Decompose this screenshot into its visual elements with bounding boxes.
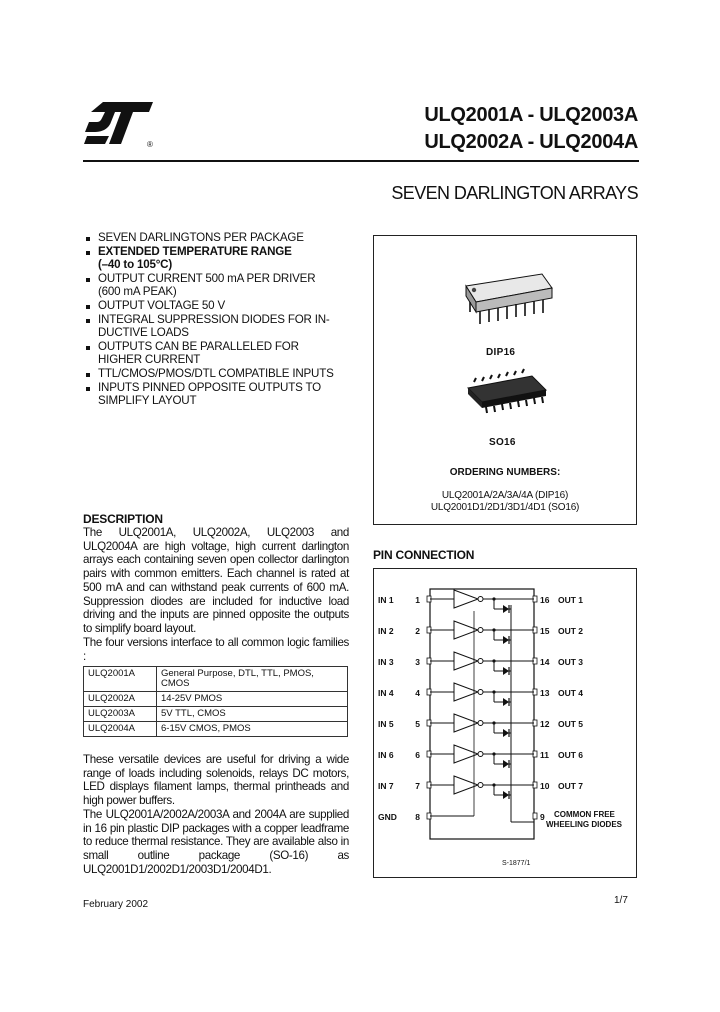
pin-number: 1 bbox=[415, 595, 420, 605]
st-logo bbox=[83, 100, 155, 148]
inverter-bubble bbox=[478, 659, 483, 664]
table-row bbox=[84, 722, 348, 737]
versions-table bbox=[83, 666, 348, 737]
pin-number: 13 bbox=[540, 688, 550, 698]
feature-item: OUTPUTS CAN BE PARALLELED FOR HIGHER CURRENT bbox=[86, 340, 350, 367]
pin-connection-diagram bbox=[374, 569, 636, 877]
table-cell: ULQ2002A bbox=[84, 692, 157, 707]
dip16-package-image bbox=[458, 266, 558, 336]
table-cell: ULQ2004A bbox=[84, 722, 157, 737]
description-paragraph: These versatile devices are useful for driving a wide range of loads including solenoids, relays DC motors, LED displays filament lamps, thermal printheads and high power buffers. bbox=[83, 753, 349, 808]
footer-date: February 2002 bbox=[83, 899, 149, 910]
diode-symbol bbox=[503, 791, 509, 799]
pin-label: IN 2 bbox=[378, 626, 394, 636]
description-title: DESCRIPTION bbox=[83, 512, 163, 526]
table-cell: ULQ2001A bbox=[84, 667, 157, 692]
pin-number: 14 bbox=[540, 657, 550, 667]
description-paragraph: The ULQ2001A/2002A/2003A and 2004A are supplied in 16 pin plastic DIP packages with a copper leadframe to reduce thermal resistance. They are available also in small outline package (SO-16) as ULQ2001D1/2002D1/2003D1/2004D1. bbox=[83, 808, 349, 876]
pin-label: OUT 2 bbox=[558, 626, 584, 636]
pin-label: OUT 5 bbox=[558, 719, 584, 729]
feature-item: SEVEN DARLINGTONS PER PACKAGE bbox=[86, 231, 350, 245]
diode-symbol bbox=[503, 760, 509, 768]
document-subtitle: SEVEN DARLINGTON ARRAYS bbox=[391, 183, 638, 203]
pin-label: IN 4 bbox=[378, 688, 394, 698]
page-number: 1/7 bbox=[614, 895, 628, 906]
junction-dot bbox=[492, 783, 495, 786]
table-row bbox=[84, 707, 348, 722]
inverter-bubble bbox=[478, 628, 483, 633]
ordering-number-item: ULQ2001A/2A/3A/4A (DIP16) bbox=[441, 490, 569, 501]
pin-number: 4 bbox=[415, 688, 420, 698]
ordering-numbers-title: ORDERING NUMBERS: bbox=[449, 467, 561, 478]
inverter-bubble bbox=[478, 783, 483, 788]
pin-label: IN 5 bbox=[378, 719, 394, 729]
diode-symbol bbox=[503, 698, 509, 706]
diode-symbol bbox=[503, 605, 509, 613]
feature-item: INPUTS PINNED OPPOSITE OUTPUTS TO SIMPLIFY LAYOUT bbox=[86, 381, 350, 408]
junction-dot bbox=[492, 752, 495, 755]
table-cell: ULQ2003A bbox=[84, 707, 157, 722]
features-list bbox=[86, 231, 350, 408]
buffer-symbol bbox=[454, 590, 478, 608]
registered-mark: ® bbox=[147, 140, 153, 149]
table-cell: 5V TTL, CMOS bbox=[157, 707, 348, 722]
junction-dot bbox=[492, 721, 495, 724]
pin-number: 6 bbox=[415, 750, 420, 760]
junction-dot bbox=[492, 659, 495, 662]
feature-item: TTL/CMOS/PMOS/DTL COMPATIBLE INPUTS bbox=[86, 367, 350, 381]
pin-number: 5 bbox=[415, 719, 420, 729]
pin-label: IN 1 bbox=[378, 595, 394, 605]
pin-connection-box bbox=[373, 568, 637, 878]
pin-number: 2 bbox=[415, 626, 420, 636]
header-rule bbox=[83, 160, 639, 162]
pin-label: OUT 4 bbox=[558, 688, 584, 698]
pin-label: OUT 1 bbox=[558, 595, 584, 605]
inverter-bubble bbox=[478, 597, 483, 602]
pin-number: 12 bbox=[540, 719, 550, 729]
so16-package-image bbox=[462, 366, 552, 426]
diode-symbol bbox=[503, 636, 509, 644]
diode-symbol bbox=[503, 729, 509, 737]
pin-label: IN 7 bbox=[378, 781, 394, 791]
pin-number: 7 bbox=[415, 781, 420, 791]
feature-item: EXTENDED TEMPERATURE RANGE (–40 to 105°C) bbox=[86, 245, 350, 272]
pin-number: 9 bbox=[540, 812, 545, 822]
table-cell: 6-15V CMOS, PMOS bbox=[157, 722, 348, 737]
so16-label: SO16 bbox=[489, 437, 516, 448]
inverter-bubble bbox=[478, 690, 483, 695]
pin-number: 16 bbox=[540, 595, 550, 605]
common-diodes-label: COMMON FREE bbox=[554, 810, 615, 819]
feature-item: OUTPUT CURRENT 500 mA PER DRIVER (600 mA PEAK) bbox=[86, 272, 350, 299]
inverter-bubble bbox=[478, 752, 483, 757]
title-line-2: ULQ2002A - ULQ2004A bbox=[424, 131, 638, 153]
pin-number: 11 bbox=[540, 750, 549, 760]
junction-dot bbox=[492, 628, 495, 631]
pin-number: 15 bbox=[540, 626, 550, 636]
table-cell: General Purpose, DTL, TTL, PMOS, CMOS bbox=[157, 667, 348, 692]
figure-code: S-1877/1 bbox=[502, 860, 531, 867]
pin-label: GND bbox=[378, 812, 397, 822]
dip16-label: DIP16 bbox=[486, 347, 516, 358]
diode-symbol bbox=[503, 667, 509, 675]
common-diodes-label: WHEELING DIODES bbox=[546, 820, 623, 829]
inverter-bubble bbox=[478, 721, 483, 726]
description-paragraph: The ULQ2001A, ULQ2002A, ULQ2003 and ULQ2004A are high voltage, high current darlington arrays each containing seven open collector darlington pairs with common emitters. Each channel is rated at 500 mA and can withstand peak currents of 600 mA. Suppression diodes are included for inductive load driving and the inputs are pinned opposite the outputs to simplify board layout. bbox=[83, 526, 349, 635]
junction-dot bbox=[492, 597, 495, 600]
pin-number: 10 bbox=[540, 781, 550, 791]
title-line-1: ULQ2001A - ULQ2003A bbox=[424, 104, 638, 126]
pin-label: OUT 7 bbox=[558, 781, 584, 791]
feature-item: OUTPUT VOLTAGE 50 V bbox=[86, 299, 350, 313]
pin-connection-title: PIN CONNECTION bbox=[373, 548, 475, 562]
pin-label: OUT 6 bbox=[558, 750, 584, 760]
pin-number: 8 bbox=[415, 812, 420, 822]
description-paragraph: The four versions interface to all common logic families : bbox=[83, 636, 349, 663]
junction-dot bbox=[492, 690, 495, 693]
feature-item: INTEGRAL SUPPRESSION DIODES FOR IN- DUCTIVE LOADS bbox=[86, 313, 350, 340]
pin-number: 3 bbox=[415, 657, 420, 667]
chip-outline bbox=[430, 589, 534, 839]
table-cell: 14-25V PMOS bbox=[157, 692, 348, 707]
pin-label: IN 3 bbox=[378, 657, 394, 667]
ordering-number-item: ULQ2001D1/2D1/3D1/4D1 (SO16) bbox=[430, 502, 580, 513]
pin-stub bbox=[533, 813, 537, 819]
pin-label: OUT 3 bbox=[558, 657, 584, 667]
package-box bbox=[373, 235, 637, 525]
table-row bbox=[84, 692, 348, 707]
table-row bbox=[84, 667, 348, 692]
pin-label: IN 6 bbox=[378, 750, 394, 760]
